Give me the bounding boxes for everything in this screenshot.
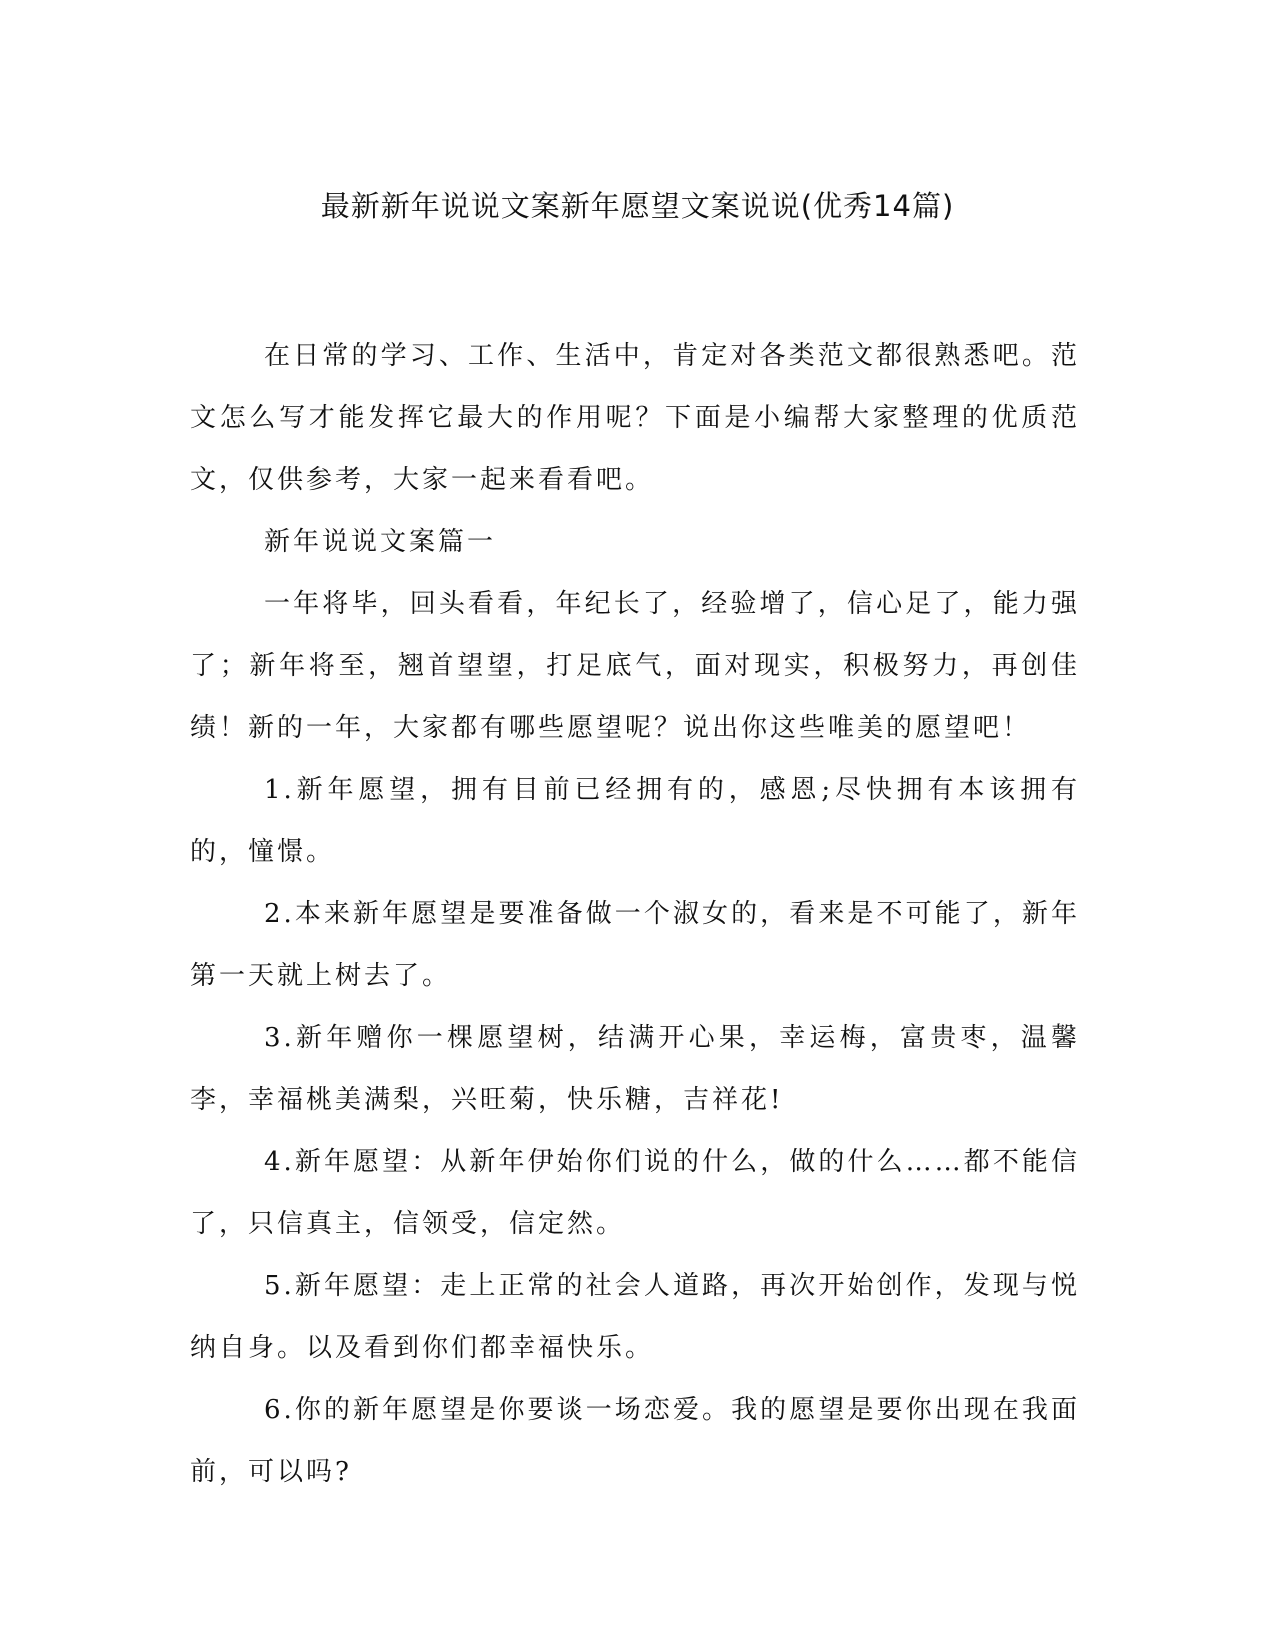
list-item: 2.本来新年愿望是要准备做一个淑女的，看来是不可能了，新年第一天就上树去了。 bbox=[190, 899, 1080, 991]
list-item: 5.新年愿望：走上正常的社会人道路，再次开始创作，发现与悦纳自身。以及看到你们都幸福快乐。 bbox=[190, 1271, 1080, 1363]
paragraph-intro: 在日常的学习、工作、生活中，肯定对各类范文都很熟悉吧。范文怎么写才能发挥它最大的作用呢？下面是小编帮大家整理的优质范文，仅供参考，大家一起来看看吧。 bbox=[190, 341, 1080, 495]
paragraph-preface: 一年将毕，回头看看，年纪长了，经验增了，信心足了，能力强了；新年将至，翘首望望，打足底气，面对现实，积极努力，再创佳绩！新的一年，大家都有哪些愿望呢？说出你这些唯美的愿望吧！ bbox=[190, 589, 1080, 743]
list-item: 4.新年愿望：从新年伊始你们说的什么，做的什么……都不能信了，只信真主，信领受，信定然。 bbox=[190, 1147, 1080, 1239]
document-body bbox=[190, 325, 1080, 1503]
document-title: 最新新年说说文案新年愿望文案说说(优秀14篇) bbox=[320, 189, 955, 223]
list-item: 6.你的新年愿望是你要谈一场恋爱。我的愿望是要你出现在我面前，可以吗? bbox=[190, 1395, 1080, 1487]
list-item: 1.新年愿望，拥有目前已经拥有的，感恩;尽快拥有本该拥有的，憧憬。 bbox=[190, 775, 1080, 867]
list-item: 3.新年赠你一棵愿望树，结满开心果，幸运梅，富贵枣，温馨李，幸福桃美满梨，兴旺菊，快乐糖，吉祥花! bbox=[190, 1023, 1080, 1115]
section-heading: 新年说说文案篇一 bbox=[264, 527, 497, 557]
